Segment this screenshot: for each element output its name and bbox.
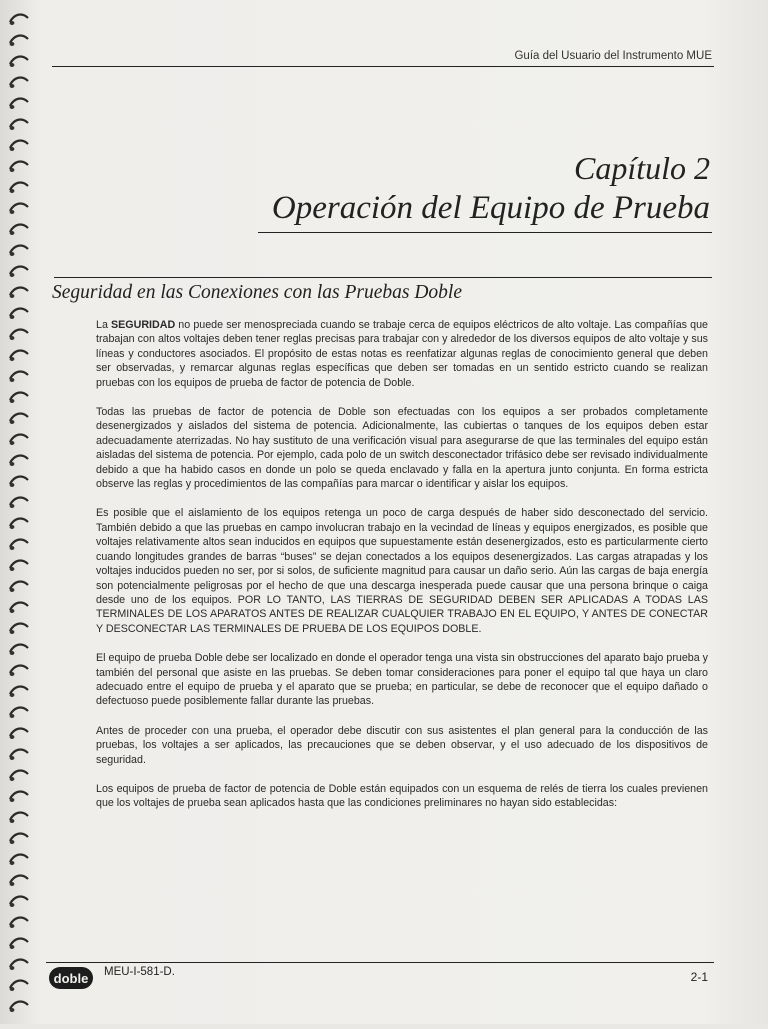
binding-hole bbox=[10, 105, 15, 109]
binding-coil bbox=[10, 78, 28, 85]
binding-coil bbox=[10, 666, 28, 673]
section-heading: Seguridad en las Conexiones con las Pruebas Doble bbox=[52, 282, 462, 303]
binding-hole bbox=[10, 693, 15, 697]
binding-coil bbox=[10, 15, 28, 22]
binding-hole bbox=[10, 840, 15, 844]
binding-hole bbox=[10, 357, 15, 361]
binding-hole bbox=[10, 735, 15, 739]
binding-coil bbox=[10, 141, 28, 148]
binding-coil bbox=[10, 267, 28, 274]
binding-coil bbox=[10, 99, 28, 106]
binding-coil bbox=[10, 330, 28, 337]
binding-coil bbox=[10, 498, 28, 505]
binding-coil bbox=[10, 120, 28, 127]
binding-hole bbox=[10, 756, 15, 760]
binding-coil bbox=[10, 414, 28, 421]
paragraph-6: Los equipos de prueba de factor de potencia de Doble están equipados con un esquema de relés de tierra los cuales previenen que los voltajes de prueba sean aplicados hasta que las condiciones preliminares no hayan sido establecidas: bbox=[96, 782, 708, 810]
paragraph-1-text: no puede ser menospreciada cuando se trabaje cerca de equipos eléctricos de alto voltaje. Las compañías que trabajan con altos voltajes deben tener reglas precisas para trabajar con y alrededor de los diversos equipos de alto voltaje y sus líneas y conductores asociados. El propósito de estas notas es reenfatizar algunas reglas de conocimiento general que deben ser observadas, y remarcar algunas reglas específicas que deben ser tomadas en un sentido estricto cuando se realizan pruebas con los equipos de prueba de factor de potencia de Doble. bbox=[96, 319, 708, 389]
binding-coil bbox=[10, 435, 28, 442]
binding-hole bbox=[10, 189, 15, 193]
body-content bbox=[96, 318, 708, 826]
binding-coil bbox=[10, 246, 28, 253]
binding-hole bbox=[10, 966, 15, 970]
binding-hole bbox=[10, 1008, 15, 1012]
binding-hole bbox=[10, 546, 15, 550]
running-header: Guía del Usuario del Instrumento MUE bbox=[514, 50, 712, 62]
binding-hole bbox=[10, 819, 15, 823]
binding-hole bbox=[10, 924, 15, 928]
binding-hole bbox=[10, 315, 15, 319]
binding-hole bbox=[10, 882, 15, 886]
paragraph-1-lead: La bbox=[96, 319, 112, 331]
binding-coil bbox=[10, 540, 28, 547]
binding-hole bbox=[10, 168, 15, 172]
binding-coil bbox=[10, 57, 28, 64]
binding-hole bbox=[10, 399, 15, 403]
paragraph-5: Antes de proceder con una prueba, el operador debe discutir con sus asistentes el plan general para la conducción de las pruebas, los voltajes a ser aplicados, las precauciones que se deben observar, y el uso adecuado de los dispositivos de seguridad. bbox=[96, 724, 708, 766]
binding-hole bbox=[10, 63, 15, 67]
binding-coil bbox=[10, 939, 28, 946]
binding-coil bbox=[10, 813, 28, 820]
binding-coil bbox=[10, 771, 28, 778]
binding-coil bbox=[10, 225, 28, 232]
binding-hole bbox=[10, 210, 15, 214]
binding-coil bbox=[10, 351, 28, 358]
binding-hole bbox=[10, 420, 15, 424]
binding-coil bbox=[10, 981, 28, 988]
binding-hole bbox=[10, 273, 15, 277]
binding-hole bbox=[10, 21, 15, 25]
binding-hole bbox=[10, 147, 15, 151]
binding-hole bbox=[10, 84, 15, 88]
binding-coil bbox=[10, 288, 28, 295]
binding-coil bbox=[10, 309, 28, 316]
binding-coil bbox=[10, 582, 28, 589]
binding-coil bbox=[10, 519, 28, 526]
binding-hole bbox=[10, 777, 15, 781]
page-number: 2-1 bbox=[690, 970, 708, 984]
binding-coil bbox=[10, 960, 28, 967]
binding-hole bbox=[10, 294, 15, 298]
binding-coil bbox=[10, 372, 28, 379]
binding-hole bbox=[10, 525, 15, 529]
doble-logo bbox=[48, 964, 94, 992]
header-rule bbox=[52, 66, 714, 67]
binding-hole bbox=[10, 651, 15, 655]
paragraph-2: Todas las pruebas de factor de potencia de Doble son efectuadas con los equipos a ser probados completamente desenergizados y aislados del sistema de potencia. Adicionalmente, las cubiertas o tanques de los equipos deben estar adecuadamente aterrizadas. No hay sustituto de una verificación visual para asegurarse de que las terminales del equipo están aisladas del sistema de potencia. Por ejemplo, cada polo de un switch desconectador trifásico debe ser revisado individualmente debido a que ha habido casos en donde un polo se queda enclavado y falla en la apertura junto conjunta. En forma estricta observe las reglas y procedimientos de las compañías para marcar o identificar y aislar los equipos. bbox=[96, 406, 708, 491]
binding-coil bbox=[10, 603, 28, 610]
binding-hole bbox=[10, 126, 15, 130]
binding-coil bbox=[10, 204, 28, 211]
binding-coil bbox=[10, 876, 28, 883]
binding-hole bbox=[10, 903, 15, 907]
binding-hole bbox=[10, 798, 15, 802]
paragraph-4: El equipo de prueba Doble debe ser localizado en donde el operador tenga una vista sin obstrucciones del aparato bajo prueba y también del personal que asiste en las pruebas. Se deben tomar consideraciones para poner el equipo tal que haya un claro adecuado entre el equipo de prueba y el aparato que se prueba; en particular, se debe de reconocer que el equipo dañado o defectuoso puede posiblemente fallar durante las pruebas. bbox=[96, 652, 708, 708]
binding-hole bbox=[10, 462, 15, 466]
binding-hole bbox=[10, 567, 15, 571]
binding-coil bbox=[10, 855, 28, 862]
chapter-rule bbox=[258, 232, 712, 233]
binding-hole bbox=[10, 42, 15, 46]
binding-coil bbox=[10, 834, 28, 841]
binding-hole bbox=[10, 861, 15, 865]
chapter-number: Capítulo 2 bbox=[573, 150, 710, 186]
binding-hole bbox=[10, 588, 15, 592]
binding-hole bbox=[10, 609, 15, 613]
binding-coil bbox=[10, 1002, 28, 1009]
binding-coil bbox=[10, 918, 28, 925]
spiral-binding bbox=[0, 0, 36, 1024]
binding-coil bbox=[10, 183, 28, 190]
binding-hole bbox=[10, 504, 15, 508]
binding-coil bbox=[10, 561, 28, 568]
section-rule bbox=[54, 277, 712, 278]
binding-coil bbox=[10, 393, 28, 400]
binding-coil bbox=[10, 162, 28, 169]
binding-coil bbox=[10, 456, 28, 463]
chapter-title: Operación del Equipo de Prueba bbox=[271, 190, 710, 226]
document-code: MEU-I-581-D. bbox=[104, 966, 175, 978]
binding-hole bbox=[10, 483, 15, 487]
paragraph-1 bbox=[96, 318, 708, 390]
paragraph-3: Es posible que el aislamiento de los equipos retenga un poco de carga después de haber sido desconectado del servicio. También debido a que las pruebas en campo involucran trabajo en la vecindad de líneas y equipos energizados, es posible que voltajes relativamente altos sean inducidos en equipos que supuestamente están desenergizados, esto es particularmente cierto cuando longitudes grandes de barras “buses” se dejan conectados a los equipos desenergizados. Las cargas atrapadas y los voltajes inducidos pueden no ser, por si solos, de suficiente magnitud para causar un daño serio. Aún las cargas de baja energía son potencialmente peligrosas por el hecho de que una descarga inesperada puede causar que una persona brinque o caiga desde uno de los equipos. POR LO TANTO, LAS TIERRAS DE SEGURIDAD DEBEN SER APLICADAS A TODAS LAS TERMINALES DE LOS APARATOS ANTES DE REALIZAR CUALQUIER TRABAJO EN EL EQUIPO, Y ANTES DE CONECTAR Y DESCONECTAR LAS TERMINALES DE PRUEBA DE LOS EQUIPOS DOBLE. bbox=[96, 507, 708, 635]
binding-coil bbox=[10, 687, 28, 694]
binding-coil bbox=[10, 477, 28, 484]
binding-coil bbox=[10, 897, 28, 904]
footer-rule bbox=[46, 962, 714, 963]
binding-coil bbox=[10, 729, 28, 736]
binding-hole bbox=[10, 252, 15, 256]
binding-coil bbox=[10, 750, 28, 757]
binding-hole bbox=[10, 336, 15, 340]
binding-hole bbox=[10, 714, 15, 718]
binding-hole bbox=[10, 672, 15, 676]
binding-hole bbox=[10, 630, 15, 634]
binding-coil bbox=[10, 624, 28, 631]
binding-coil bbox=[10, 792, 28, 799]
paragraph-1-emphasis: SEGURIDAD bbox=[111, 319, 176, 331]
binding-hole bbox=[10, 441, 15, 445]
binding-coil bbox=[10, 36, 28, 43]
binding-hole bbox=[10, 378, 15, 382]
binding-coil bbox=[10, 645, 28, 652]
logo-text: doble bbox=[53, 971, 89, 986]
binding-hole bbox=[10, 945, 15, 949]
binding-hole bbox=[10, 231, 15, 235]
binding-coil bbox=[10, 708, 28, 715]
binding-hole bbox=[10, 987, 15, 991]
